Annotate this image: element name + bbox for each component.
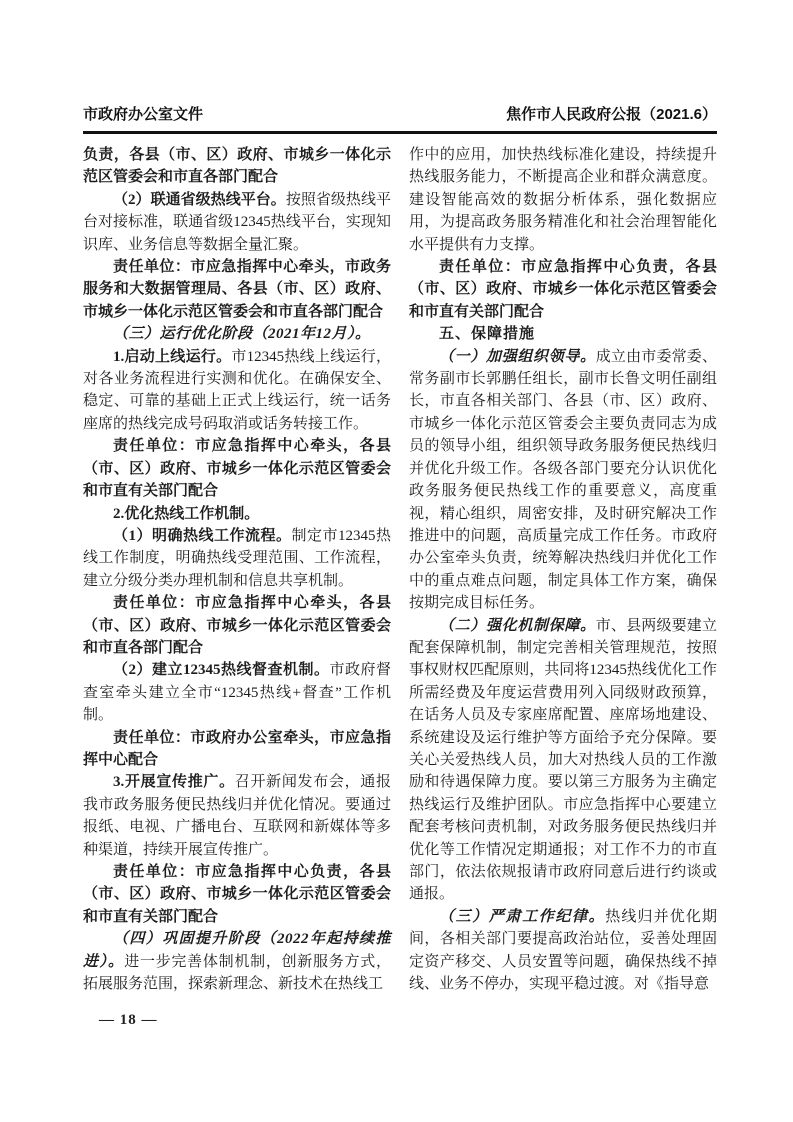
right-column [409, 144, 717, 995]
paragraph [83, 727, 391, 772]
paragraph [83, 189, 391, 256]
text-segment: 热线归并优化期间，各相关部门要提高政治站位，妥善处理固定资产移交、人员安置等问题，确保热线不掉线、业务不停办，实现平稳过渡。对《指导意 [409, 908, 717, 993]
paragraph [409, 256, 717, 323]
text-segment: 按照省级热线平台对接标准，联通省级12345热线平台，实现知识库、业务信息等数据全量汇聚。 [83, 191, 391, 253]
page-header [83, 105, 717, 125]
paragraph [83, 928, 391, 995]
paragraph [409, 615, 717, 906]
paragraph [83, 771, 391, 861]
text-segment: （一）加强组织领导。 [439, 348, 596, 365]
text-segment: 市、县两级要建立配套保障机制，制定完善相关管理规范，按照事权财权匹配原则，共同将12345热线优化工作所需经费及年度运营费用列入同级财政预算，在话务人员及专家座席配置、座席场地建设、系统建设及运行维护等方面给予充分保障。要关心关爱热线人员，加大对热线人员的工作激励和待遇保障力度。要以第三方服务为主确定热线运行及维护团队。市应急指挥中心要建立配套考核问责机制，对政务服务便民热线归并优化等工作情况定期通报；对工作不力的市直部门，依法依规报请市政府同意后进行约谈或通报。 [409, 617, 717, 903]
paragraph [409, 906, 717, 996]
text-segment: 作中的应用，加快热线标准化建设，持续提升热线服务能力，不断提高企业和群众满意度。建设智能高效的数据分析体系，强化数据应用，为提高政务服务精准化和社会治理智能化水平提供有力支撑。 [409, 147, 717, 253]
text-segment: 制定市12345热线工作制度，明确热线受理范围、工作流程，建立分级分类办理机制和信息共享机制。 [83, 527, 391, 589]
text-segment: 责任单位：市应急指挥中心牵头，各县（市、区）政府、市城乡一体化示范区管委会和市直有关部门配合 [83, 438, 391, 500]
paragraph [83, 256, 391, 323]
left-column [83, 144, 391, 995]
page-number: — 18 — [99, 1012, 158, 1028]
text-segment: 成立由市委常委、常务副市长郭鹏任组长，副市长鲁文明任副组长，市直各相关部门、各县（市、区）政府、市城乡一体化示范区管委会主要负责同志为成员的领导小组，组织领导政务服务便民热线归并优化升级工作。各级各部门要充分认识优化政务服务便民热线工作的重要意义，高度重视，精心组织，周密安排，及时研究解决工作推进中的问题，高质量完成工作任务。市政府办公室牵头负责，统筹解决热线归并优化工作中的重点难点问题，制定具体工作方案，确保按期完成目标任务。 [409, 348, 717, 612]
text-segment: 五、保障措施 [439, 325, 536, 343]
document-body [83, 144, 717, 995]
paragraph [83, 525, 391, 592]
header-right-label: 焦作市人民政府公报（2021.6） [506, 106, 717, 123]
paragraph [83, 592, 391, 659]
paragraph [83, 503, 391, 525]
paragraph [83, 659, 391, 726]
text-segment: 1.启动上线运行。 [113, 348, 232, 365]
text-segment: 责任单位：市应急指挥中心牵头，市政务服务和大数据管理局、各县（市、区）政府、市城乡一体化示范区管委会和市直各部门配合 [83, 259, 391, 320]
paragraph [83, 346, 391, 436]
paragraph [409, 144, 717, 256]
text-segment: 负责，各县（市、区）政府、市城乡一体化示范区管委会和市直各部门配合 [83, 147, 391, 186]
header-divider [83, 131, 717, 134]
text-segment: 2.优化热线工作机制。 [113, 505, 260, 522]
text-segment: 进一步完善体制机制，创新服务方式，拓展服务范围，探索新理念、新技术在热线工 [83, 953, 391, 993]
paragraph [409, 323, 717, 345]
header-left-label: 市政府办公室文件 [83, 106, 204, 123]
text-segment: 市12345热线上线运行，对各业务流程进行实测和优化。在确保安全、稳定、可靠的基础上正式上线运行，统一话务座席的热线完成号码取消或话务转接工作。 [83, 348, 391, 432]
paragraph [83, 323, 391, 345]
paragraph [83, 861, 391, 928]
text-segment: 市政府督查室牵头建立全市“12345热线+督查”工作机制。 [83, 662, 391, 724]
paragraph [83, 144, 391, 189]
text-segment: （1）明确热线工作流程。 [113, 527, 292, 544]
text-segment: （四）巩固提升阶段（2022年起持续推进）。 [83, 931, 391, 970]
text-segment: （2）联通省级热线平台。 [113, 191, 286, 208]
text-segment: 责任单位：市应急指挥中心负责，各县（市、区）政府、市城乡一体化示范区管委会和市直有关部门配合 [83, 864, 391, 925]
text-segment: （三）运行优化阶段（2021年12月）。 [113, 326, 371, 343]
text-segment: 责任单位：市应急指挥中心牵头，各县（市、区）政府、市城乡一体化示范区管委会和市直各部门配合 [83, 595, 391, 656]
paragraph [83, 435, 391, 502]
text-segment: （二）强化机制保障。 [439, 617, 596, 634]
text-segment: 召开新闻发布会，通报我市政务服务便民热线归并优化情况。要通过报纸、电视、广播电台、互联网和新媒体等多种渠道，持续开展宣传推广。 [83, 774, 391, 858]
text-segment: （三）严肃工作纪律。 [439, 908, 606, 925]
text-segment: 责任单位：市政府办公室牵头，市应急指挥中心配合 [83, 729, 391, 768]
text-segment: 责任单位：市应急指挥中心负责，各县（市、区）政府、市城乡一体化示范区管委会和市直有关部门配合 [409, 259, 717, 320]
text-segment: （2）建立12345热线督查机制。 [113, 662, 330, 679]
paragraph [409, 346, 717, 615]
text-segment: 3.开展宣传推广。 [113, 774, 235, 791]
